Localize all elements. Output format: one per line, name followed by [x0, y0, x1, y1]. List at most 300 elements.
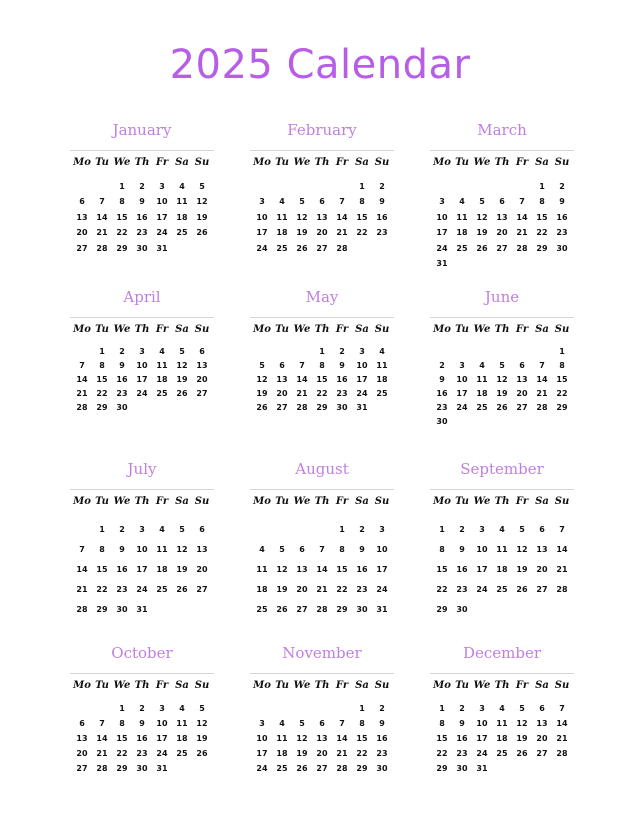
day-cell: 26 — [196, 749, 208, 758]
day-cell: 27 — [76, 243, 88, 253]
weekday-header: Tu — [275, 496, 289, 507]
day-cell: 11 — [176, 719, 188, 728]
day-cell: 1 — [99, 525, 105, 534]
weekday-header: Tu — [455, 324, 469, 335]
day-cell: 18 — [176, 212, 188, 222]
day-cell: 27 — [76, 764, 88, 773]
day-cell: 28 — [336, 764, 348, 773]
day-cell: 14 — [76, 565, 88, 574]
day-cell: 8 — [359, 197, 365, 206]
weekday-header: Su — [194, 324, 210, 335]
day-cell: 25 — [496, 749, 508, 758]
day-cell: 5 — [479, 197, 485, 206]
month-grid — [250, 151, 394, 254]
day-cell: 8 — [539, 197, 545, 206]
day-cell: 27 — [316, 764, 328, 773]
day-cell: 26 — [176, 389, 188, 398]
day-cell: 9 — [379, 197, 385, 206]
month-grid — [250, 318, 394, 413]
day-cell: 28 — [556, 585, 568, 594]
day-cell: 29 — [116, 243, 128, 253]
day-cell: 11 — [256, 565, 268, 574]
weekday-header: Sa — [355, 496, 369, 507]
day-cell: 20 — [536, 565, 548, 574]
day-cell: 24 — [476, 585, 488, 594]
day-cell: 14 — [556, 719, 568, 728]
day-cell: 4 — [159, 525, 165, 534]
day-cell: 16 — [136, 734, 148, 743]
day-cell: 11 — [276, 212, 288, 222]
month-grid — [430, 490, 574, 615]
day-cell: 23 — [116, 389, 128, 398]
day-cell: 11 — [176, 197, 188, 206]
month-grid — [70, 151, 214, 254]
day-cell: 1 — [359, 181, 365, 191]
weekday-header: We — [473, 324, 491, 335]
day-cell: 16 — [376, 212, 388, 222]
day-cell: 18 — [156, 375, 168, 384]
day-cell: 11 — [496, 719, 508, 728]
day-cell: 1 — [539, 181, 545, 191]
day-cell: 26 — [176, 585, 188, 594]
day-cell: 3 — [459, 361, 465, 370]
day-cell: 11 — [156, 361, 168, 370]
weekday-header: We — [113, 324, 131, 335]
day-cell: 19 — [196, 212, 208, 222]
day-cell: 25 — [176, 749, 188, 758]
weekday-header: Sa — [355, 680, 369, 691]
day-cell: 10 — [356, 361, 368, 370]
day-cell: 7 — [559, 525, 565, 534]
day-cell: 29 — [116, 764, 128, 773]
month-grid — [70, 490, 214, 615]
day-cell: 15 — [356, 734, 368, 743]
day-cell: 7 — [339, 197, 345, 206]
day-cell: 25 — [276, 243, 288, 253]
month-name: June — [484, 288, 520, 306]
weekday-header: Sa — [175, 680, 189, 691]
weekday-header: Su — [194, 496, 210, 507]
weekday-header: Th — [134, 324, 150, 335]
day-cell: 21 — [336, 749, 348, 758]
month-grid — [70, 674, 214, 774]
weekday-header: Fr — [515, 496, 529, 507]
month-december — [430, 643, 574, 774]
day-cell: 3 — [259, 197, 265, 206]
day-cell: 4 — [279, 719, 285, 728]
day-cell: 20 — [276, 389, 288, 398]
day-cell: 15 — [116, 734, 128, 743]
day-cell: 17 — [356, 375, 368, 384]
day-cell: 5 — [179, 347, 185, 356]
weekday-header: Sa — [535, 324, 549, 335]
day-cell: 18 — [156, 565, 168, 574]
weekday-header: Su — [374, 496, 390, 507]
day-cell: 25 — [156, 585, 168, 594]
day-cell: 18 — [176, 734, 188, 743]
day-cell: 30 — [376, 764, 388, 773]
day-cell: 1 — [99, 347, 105, 356]
weekday-header: Tu — [275, 680, 289, 691]
day-cell: 23 — [116, 585, 128, 594]
weekday-header: Fr — [155, 324, 169, 335]
day-cell: 24 — [156, 228, 168, 237]
day-cell: 7 — [299, 361, 305, 370]
day-cell: 7 — [319, 545, 325, 554]
day-cell: 16 — [336, 375, 348, 384]
day-cell: 29 — [536, 243, 548, 253]
day-cell: 5 — [279, 545, 285, 554]
weekday-header: We — [113, 496, 131, 507]
day-cell: 6 — [539, 525, 545, 534]
day-cell: 21 — [76, 389, 88, 398]
weekday-header: Mo — [433, 680, 451, 691]
day-cell: 11 — [276, 734, 288, 743]
day-cell: 25 — [176, 228, 188, 237]
day-cell: 7 — [79, 545, 85, 554]
day-cell: 27 — [196, 389, 208, 398]
day-cell: 31 — [436, 259, 448, 268]
day-cell: 11 — [496, 545, 508, 554]
day-cell: 19 — [276, 585, 288, 594]
day-cell: 19 — [296, 749, 308, 758]
day-cell: 25 — [456, 243, 468, 253]
day-cell: 6 — [319, 719, 325, 728]
day-cell: 3 — [479, 525, 485, 534]
day-cell: 10 — [456, 375, 468, 384]
day-cell: 1 — [439, 525, 445, 534]
month-name: October — [111, 644, 173, 662]
day-cell: 6 — [199, 525, 205, 534]
day-cell: 19 — [176, 375, 188, 384]
weekday-header: Mo — [433, 157, 451, 168]
day-cell: 12 — [276, 565, 288, 574]
day-cell: 4 — [379, 347, 385, 356]
day-cell: 31 — [356, 403, 368, 412]
weekday-header: Th — [134, 496, 150, 507]
day-cell: 29 — [336, 605, 348, 614]
weekday-header: We — [293, 680, 311, 691]
day-cell: 17 — [156, 212, 168, 222]
month-grid — [430, 151, 574, 269]
day-cell: 12 — [476, 212, 488, 222]
day-cell: 9 — [559, 197, 565, 206]
day-cell: 24 — [476, 749, 488, 758]
weekday-header: Th — [494, 157, 510, 168]
weekday-header: We — [113, 157, 131, 168]
weekday-header: Th — [134, 157, 150, 168]
day-cell: 6 — [299, 545, 305, 554]
day-cell: 28 — [296, 403, 308, 412]
day-cell: 12 — [176, 361, 188, 370]
day-cell: 24 — [356, 389, 368, 398]
day-cell: 8 — [439, 719, 445, 728]
weekday-header: Fr — [335, 496, 349, 507]
day-cell: 14 — [296, 375, 308, 384]
day-cell: 13 — [196, 361, 208, 370]
day-cell: 31 — [156, 764, 168, 773]
day-cell: 10 — [156, 197, 168, 206]
day-cell: 10 — [476, 719, 488, 728]
day-cell: 10 — [256, 212, 268, 222]
day-cell: 22 — [336, 585, 348, 594]
day-cell: 18 — [496, 734, 508, 743]
month-september — [430, 459, 574, 615]
day-cell: 3 — [139, 525, 145, 534]
weekday-header: Sa — [175, 157, 189, 168]
day-cell: 4 — [179, 704, 185, 713]
page-title: 2025 Calendar — [169, 42, 471, 88]
month-name: March — [477, 121, 527, 139]
day-cell: 16 — [116, 375, 128, 384]
day-cell: 22 — [556, 389, 568, 398]
day-cell: 4 — [259, 545, 265, 554]
weekday-header: Mo — [433, 496, 451, 507]
weekday-header: Mo — [73, 157, 91, 168]
day-cell: 26 — [296, 243, 308, 253]
month-april — [70, 287, 214, 413]
day-cell: 15 — [116, 212, 128, 222]
day-cell: 15 — [436, 734, 448, 743]
weekday-header: Sa — [535, 496, 549, 507]
day-cell: 28 — [76, 403, 88, 412]
month-grid — [70, 318, 214, 413]
day-cell: 12 — [516, 545, 528, 554]
day-cell: 9 — [119, 361, 125, 370]
day-cell: 30 — [336, 403, 348, 412]
month-name: November — [282, 644, 362, 662]
day-cell: 10 — [376, 545, 388, 554]
day-cell: 5 — [299, 197, 305, 206]
day-cell: 24 — [456, 403, 468, 412]
month-grid — [430, 674, 574, 774]
day-cell: 17 — [256, 749, 268, 758]
day-cell: 9 — [459, 545, 465, 554]
day-cell: 2 — [379, 181, 385, 191]
month-name: May — [305, 288, 339, 306]
weekday-header: Mo — [73, 496, 91, 507]
day-cell: 7 — [539, 361, 545, 370]
day-cell: 26 — [496, 403, 508, 412]
day-cell: 29 — [96, 605, 108, 614]
day-cell: 22 — [536, 228, 548, 237]
day-cell: 22 — [116, 749, 128, 758]
day-cell: 3 — [359, 347, 365, 356]
day-cell: 28 — [76, 605, 88, 614]
day-cell: 14 — [96, 734, 108, 743]
day-cell: 23 — [456, 749, 468, 758]
day-cell: 25 — [476, 403, 488, 412]
day-cell: 22 — [96, 389, 108, 398]
weekday-header: Su — [374, 680, 390, 691]
day-cell: 21 — [556, 565, 568, 574]
day-cell: 9 — [379, 719, 385, 728]
day-cell: 22 — [436, 585, 448, 594]
day-cell: 5 — [199, 181, 205, 191]
month-name: September — [460, 460, 544, 478]
weekday-header: Sa — [175, 324, 189, 335]
weekday-header: Tu — [455, 157, 469, 168]
day-cell: 8 — [559, 361, 565, 370]
day-cell: 28 — [536, 403, 548, 412]
weekday-header: Su — [194, 157, 210, 168]
day-cell: 30 — [436, 417, 448, 426]
day-cell: 31 — [476, 764, 488, 773]
day-cell: 26 — [516, 749, 528, 758]
day-cell: 18 — [276, 228, 288, 237]
day-cell: 1 — [359, 704, 365, 713]
weekday-header: Tu — [95, 324, 109, 335]
day-cell: 17 — [156, 734, 168, 743]
day-cell: 23 — [556, 228, 568, 237]
day-cell: 5 — [299, 719, 305, 728]
day-cell: 27 — [316, 243, 328, 253]
day-cell: 9 — [459, 719, 465, 728]
day-cell: 25 — [496, 585, 508, 594]
day-cell: 3 — [159, 704, 165, 713]
weekday-header: Mo — [253, 157, 271, 168]
weekday-header: Fr — [335, 157, 349, 168]
day-cell: 23 — [436, 403, 448, 412]
day-cell: 9 — [359, 545, 365, 554]
day-cell: 14 — [76, 375, 88, 384]
month-name: December — [462, 644, 542, 662]
day-cell: 19 — [256, 389, 268, 398]
day-cell: 15 — [96, 375, 108, 384]
day-cell: 22 — [356, 228, 368, 237]
day-cell: 9 — [439, 375, 445, 384]
day-cell: 30 — [456, 764, 468, 773]
weekday-header: We — [473, 680, 491, 691]
day-cell: 4 — [499, 525, 505, 534]
day-cell: 10 — [136, 545, 148, 554]
weekday-header: Mo — [73, 324, 91, 335]
day-cell: 2 — [119, 525, 125, 534]
day-cell: 24 — [436, 243, 448, 253]
day-cell: 10 — [156, 719, 168, 728]
day-cell: 15 — [316, 375, 328, 384]
day-cell: 26 — [476, 243, 488, 253]
day-cell: 21 — [96, 749, 108, 758]
day-cell: 19 — [516, 734, 528, 743]
day-cell: 20 — [76, 228, 88, 237]
day-cell: 15 — [336, 565, 348, 574]
month-name: January — [112, 121, 172, 139]
day-cell: 26 — [516, 585, 528, 594]
day-cell: 31 — [136, 605, 148, 614]
day-cell: 18 — [376, 375, 388, 384]
day-cell: 16 — [116, 565, 128, 574]
day-cell: 3 — [439, 197, 445, 206]
day-cell: 15 — [536, 212, 548, 222]
day-cell: 12 — [296, 212, 308, 222]
weekday-header: Mo — [253, 680, 271, 691]
day-cell: 1 — [119, 181, 125, 191]
day-cell: 20 — [536, 734, 548, 743]
day-cell: 18 — [276, 749, 288, 758]
day-cell: 14 — [316, 565, 328, 574]
weekday-header: Tu — [455, 496, 469, 507]
day-cell: 12 — [296, 734, 308, 743]
day-cell: 5 — [519, 525, 525, 534]
day-cell: 1 — [559, 347, 565, 356]
day-cell: 30 — [556, 243, 568, 253]
day-cell: 13 — [536, 719, 548, 728]
weekday-header: Tu — [455, 680, 469, 691]
day-cell: 20 — [316, 228, 328, 237]
day-cell: 13 — [316, 734, 328, 743]
day-cell: 19 — [516, 565, 528, 574]
day-cell: 29 — [436, 605, 448, 614]
weekday-header: Th — [494, 680, 510, 691]
day-cell: 24 — [156, 749, 168, 758]
day-cell: 2 — [359, 525, 365, 534]
day-cell: 23 — [136, 749, 148, 758]
month-grid — [250, 490, 394, 615]
day-cell: 31 — [156, 243, 168, 253]
day-cell: 21 — [316, 585, 328, 594]
day-cell: 8 — [339, 545, 345, 554]
day-cell: 3 — [139, 347, 145, 356]
day-cell: 17 — [136, 565, 148, 574]
day-cell: 5 — [199, 704, 205, 713]
day-cell: 18 — [456, 228, 468, 237]
day-cell: 26 — [196, 228, 208, 237]
month-march — [430, 120, 574, 269]
day-cell: 20 — [196, 565, 208, 574]
month-october — [70, 643, 214, 774]
day-cell: 27 — [536, 749, 548, 758]
day-cell: 9 — [119, 545, 125, 554]
month-grid — [430, 318, 574, 427]
day-cell: 2 — [139, 181, 145, 191]
day-cell: 22 — [316, 389, 328, 398]
day-cell: 17 — [256, 228, 268, 237]
day-cell: 29 — [556, 403, 568, 412]
day-cell: 24 — [256, 243, 268, 253]
day-cell: 19 — [176, 565, 188, 574]
day-cell: 14 — [336, 212, 348, 222]
day-cell: 13 — [276, 375, 288, 384]
weekday-header: Th — [494, 496, 510, 507]
day-cell: 30 — [456, 605, 468, 614]
weekday-header: Su — [554, 496, 570, 507]
day-cell: 3 — [379, 525, 385, 534]
day-cell: 2 — [119, 347, 125, 356]
day-cell: 29 — [96, 403, 108, 412]
day-cell: 8 — [99, 545, 105, 554]
day-cell: 27 — [296, 605, 308, 614]
day-cell: 27 — [196, 585, 208, 594]
day-cell: 7 — [519, 197, 525, 206]
day-cell: 12 — [196, 197, 208, 206]
weekday-header: Fr — [335, 324, 349, 335]
day-cell: 21 — [96, 228, 108, 237]
weekday-header: We — [473, 157, 491, 168]
day-cell: 21 — [76, 585, 88, 594]
day-cell: 16 — [436, 389, 448, 398]
day-cell: 29 — [436, 764, 448, 773]
day-cell: 14 — [336, 734, 348, 743]
weekday-header: Sa — [355, 324, 369, 335]
day-cell: 6 — [199, 347, 205, 356]
day-cell: 1 — [319, 347, 325, 356]
weekday-header: Th — [314, 680, 330, 691]
month-grid — [250, 674, 394, 774]
day-cell: 4 — [479, 361, 485, 370]
day-cell: 3 — [159, 181, 165, 191]
day-cell: 2 — [379, 704, 385, 713]
